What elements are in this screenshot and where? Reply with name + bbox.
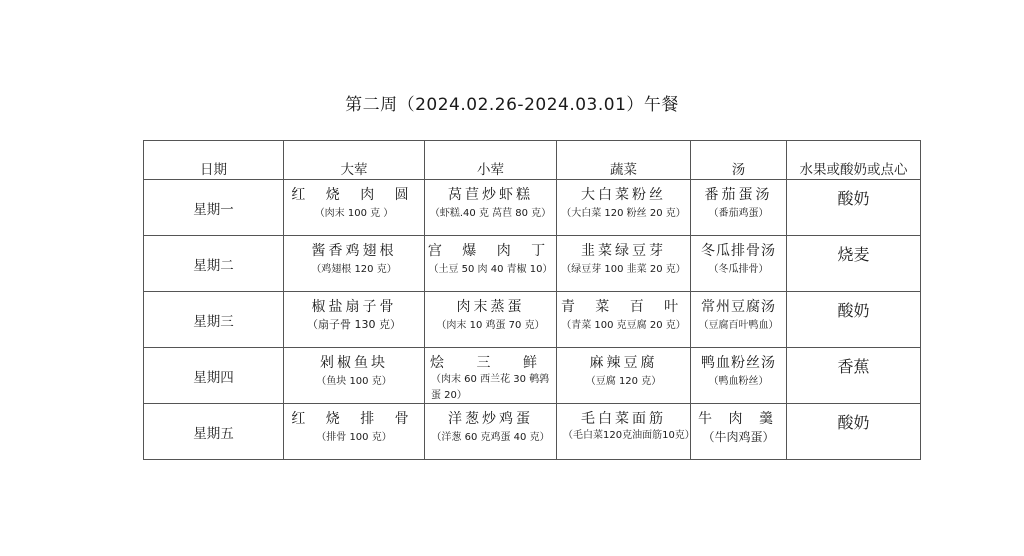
soup-note: （豆腐百叶鸭血） (698, 320, 779, 331)
big-meat-note: （鱼块 100 克） (316, 376, 392, 387)
vegetable-note: （大白菜 120 粉丝 20 克） (561, 208, 686, 219)
vegetable-note: （豆腐 120 克） (585, 376, 662, 387)
day-cell: 星期一 (144, 180, 284, 236)
soup-dish: 番茄蛋汤 (704, 187, 773, 203)
snack-item: 酸奶 (837, 413, 870, 432)
table-row (144, 292, 921, 348)
small-meat-dish: 肉末蒸蛋 (456, 299, 525, 315)
small-meat-dish: 烩 三 鲜 (430, 355, 551, 371)
small-meat-note: （肉末 60 西兰花 30 鹌鹑蛋 20） (431, 374, 550, 401)
vegetable-dish: 韭菜绿豆芽 (581, 243, 666, 259)
page-title: 第二周（2024.02.26-2024.03.01）午餐 (345, 95, 679, 115)
table-header-row (144, 141, 921, 180)
big-meat-note: （排骨 100 克） (316, 432, 392, 443)
header-small-meat: 小荤 (425, 141, 557, 180)
big-meat-dish: 红 烧 排 骨 (291, 411, 417, 427)
big-meat-dish: 红 烧 肉 圆 (291, 187, 417, 203)
small-meat-dish: 洋葱炒鸡蛋 (448, 411, 533, 427)
big-meat-dish: 酱香鸡翅根 (311, 243, 397, 259)
table-row (144, 236, 921, 292)
small-meat-note: （土豆 50 肉 40 青椒 10） (428, 264, 553, 275)
table-row (144, 348, 921, 404)
day-cell: 星期二 (144, 236, 284, 292)
soup-note: （鸭血粉丝） (708, 376, 769, 387)
small-meat-dish: 宫 爆 肉 丁 (427, 243, 554, 259)
table-row (144, 404, 921, 460)
small-meat-dish: 莴苣炒虾糕 (448, 187, 533, 203)
small-meat-note: （虾糕.40 克 莴苣 80 克） (429, 208, 552, 219)
soup-dish: 常州豆腐汤 (701, 299, 776, 315)
snack-item: 酸奶 (837, 189, 870, 208)
header-soup: 汤 (691, 141, 787, 180)
soup-dish: 牛 肉 羹 (698, 411, 779, 427)
small-meat-note: （洋葱 60 克鸡蛋 40 克） (431, 432, 550, 443)
snack-item: 酸奶 (837, 301, 870, 320)
day-cell: 星期四 (144, 348, 284, 404)
header-date: 日期 (144, 141, 284, 180)
soup-dish: 冬瓜排骨汤 (701, 243, 776, 259)
vegetable-dish: 青 菜 百 叶 (560, 299, 687, 315)
big-meat-note: （扇子骨 130 克） (307, 318, 401, 331)
table-row (144, 180, 921, 236)
header-vegetable: 蔬菜 (557, 141, 691, 180)
vegetable-dish: 毛白菜面筋 (581, 411, 666, 427)
vegetable-note: （绿豆芽 100 韭菜 20 克） (561, 264, 686, 275)
big-meat-note: （肉末 100 克 ） (314, 208, 394, 219)
vegetable-note: （毛白菜120克油面筋10克） (563, 430, 695, 441)
soup-dish: 鸭血粉丝汤 (701, 355, 776, 371)
snack-item: 烧麦 (837, 245, 870, 264)
header-big-meat: 大荤 (284, 141, 425, 180)
day-cell: 星期三 (144, 292, 284, 348)
soup-note: （牛肉鸡蛋） (702, 430, 775, 444)
header-snack: 水果或酸奶或点心 (787, 141, 921, 180)
vegetable-dish: 麻辣豆腐 (589, 355, 658, 371)
big-meat-dish: 椒盐扇子骨 (311, 299, 397, 315)
big-meat-note: （鸡翅根 120 克） (311, 264, 397, 275)
soup-note: （番茄鸡蛋） (708, 208, 769, 219)
lunch-menu-table (143, 140, 921, 460)
small-meat-note: （肉末 10 鸡蛋 70 克） (436, 320, 545, 331)
big-meat-dish: 剁椒鱼块 (320, 355, 388, 371)
vegetable-dish: 大白菜粉丝 (581, 187, 666, 203)
soup-note: （冬瓜排骨） (708, 264, 769, 275)
snack-item: 香蕉 (837, 357, 870, 376)
vegetable-note: （青菜 100 克豆腐 20 克） (561, 320, 686, 331)
day-cell: 星期五 (144, 404, 284, 460)
